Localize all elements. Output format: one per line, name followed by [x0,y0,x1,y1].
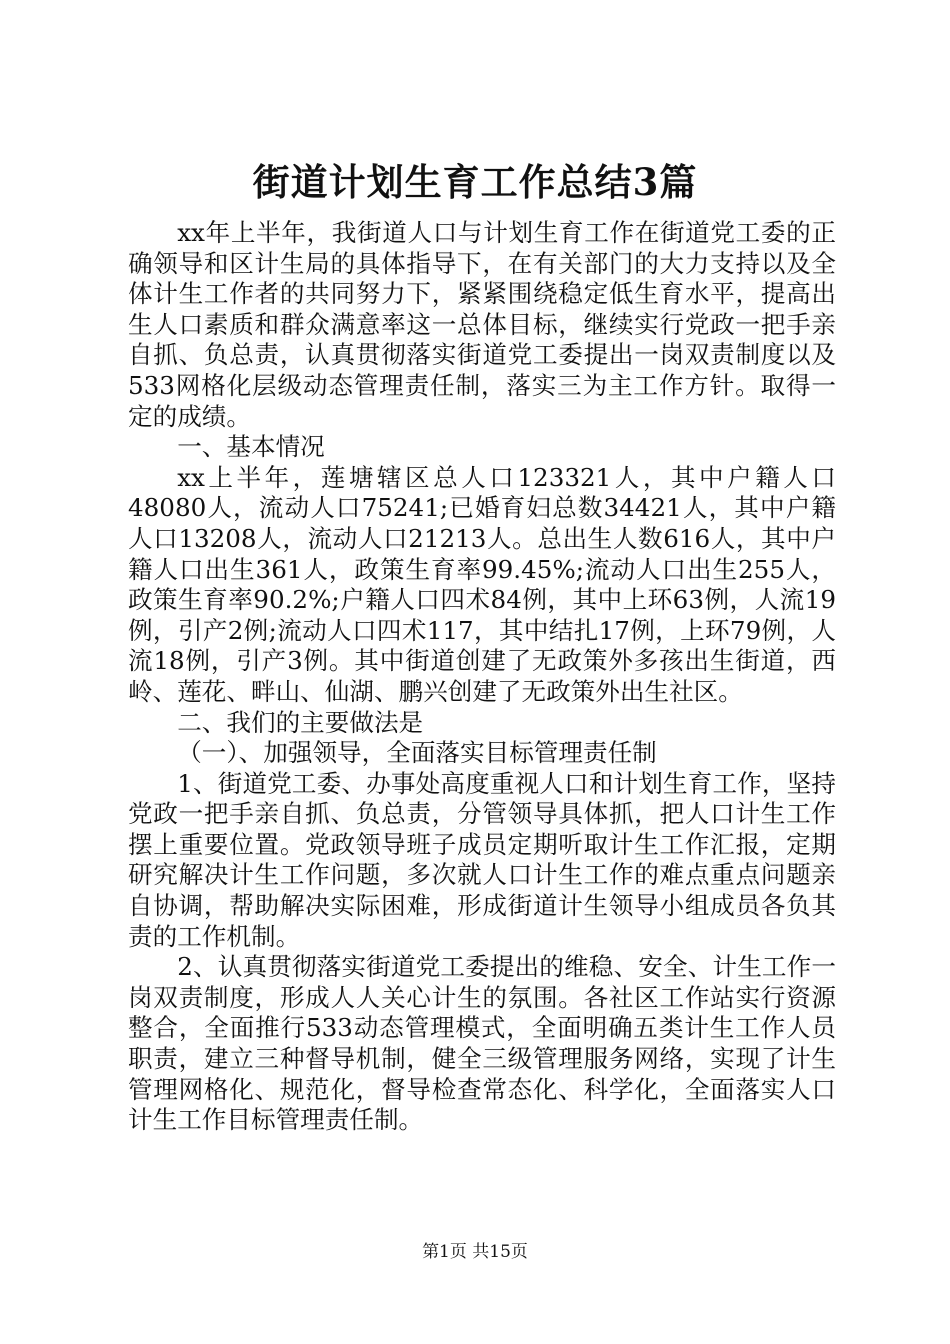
document-body [128,218,836,1136]
section-heading-basic: 一、基本情况 [177,432,325,462]
section-heading-methods: 二、我们的主要做法是 [177,707,424,737]
subsection-heading-leadership: （一）、加强领导，全面落实目标管理责任制 [177,738,657,768]
method-paragraph-2: 2、认真贯彻落实街道党工委提出的维稳、安全、计生工作一岗双责制度，形成人人关心计生的氛围。各社区工作站实行资源整合，全面推行533动态管理模式，全面明确五类计生工作人员职责，建立三种督导机制，健全三级管理服务网络，实现了计生管理网格化、规范化，督导检查常态化、科学化，全面落实人口计生工作目标管理责任制。 [128,952,836,1135]
page-number-footer: 第1页 共15页 [422,1242,528,1262]
document-title: 街道计划生育工作总结3篇 [252,160,698,204]
method-paragraph-1: 1、街道党工委、办事处高度重视人口和计划生育工作，坚持党政一把手亲自抓、负总责，分管领导具体抓，把人口计生工作摆上重要位置。党政领导班子成员定期听取计生工作汇报，定期研究解决计生工作问题，多次就人口计生工作的难点重点问题亲自协调，帮助解决实际困难，形成街道计生领导小组成员各负其责的工作机制。 [128,768,836,951]
basic-situation-paragraph: xx上半年，莲塘辖区总人口123321人，其中户籍人口48080人，流动人口75241;已婚育妇总数34421人，其中户籍人口13208人，流动人口21213人。总出生人数616人，其中户籍人口出生361人，政策生育率99.45%;流动人口出生255人，政策生育率90.2%;户籍人口四术84例，其中上环63例，人流19例，引产2例;流动人口四术117，其中结扎17例，上环79例，人流18例，引产3例。其中街道创建了无政策外多孩出生街道，西岭、莲花、畔山、仙湖、鹏兴创建了无政策外出生社区。 [128,462,836,706]
intro-paragraph: xx年上半年，我街道人口与计划生育工作在街道党工委的正确领导和区计生局的具体指导下，在有关部门的大力支持以及全体计生工作者的共同努力下，紧紧围绕稳定低生育水平，提高出生人口素质和群众满意率这一总体目标，继续实行党政一把手亲自抓、负总责，认真贯彻落实街道党工委提出一岗双责制度以及533网格化层级动态管理责任制，落实三为主工作方针。取得一定的成绩。 [128,218,836,431]
